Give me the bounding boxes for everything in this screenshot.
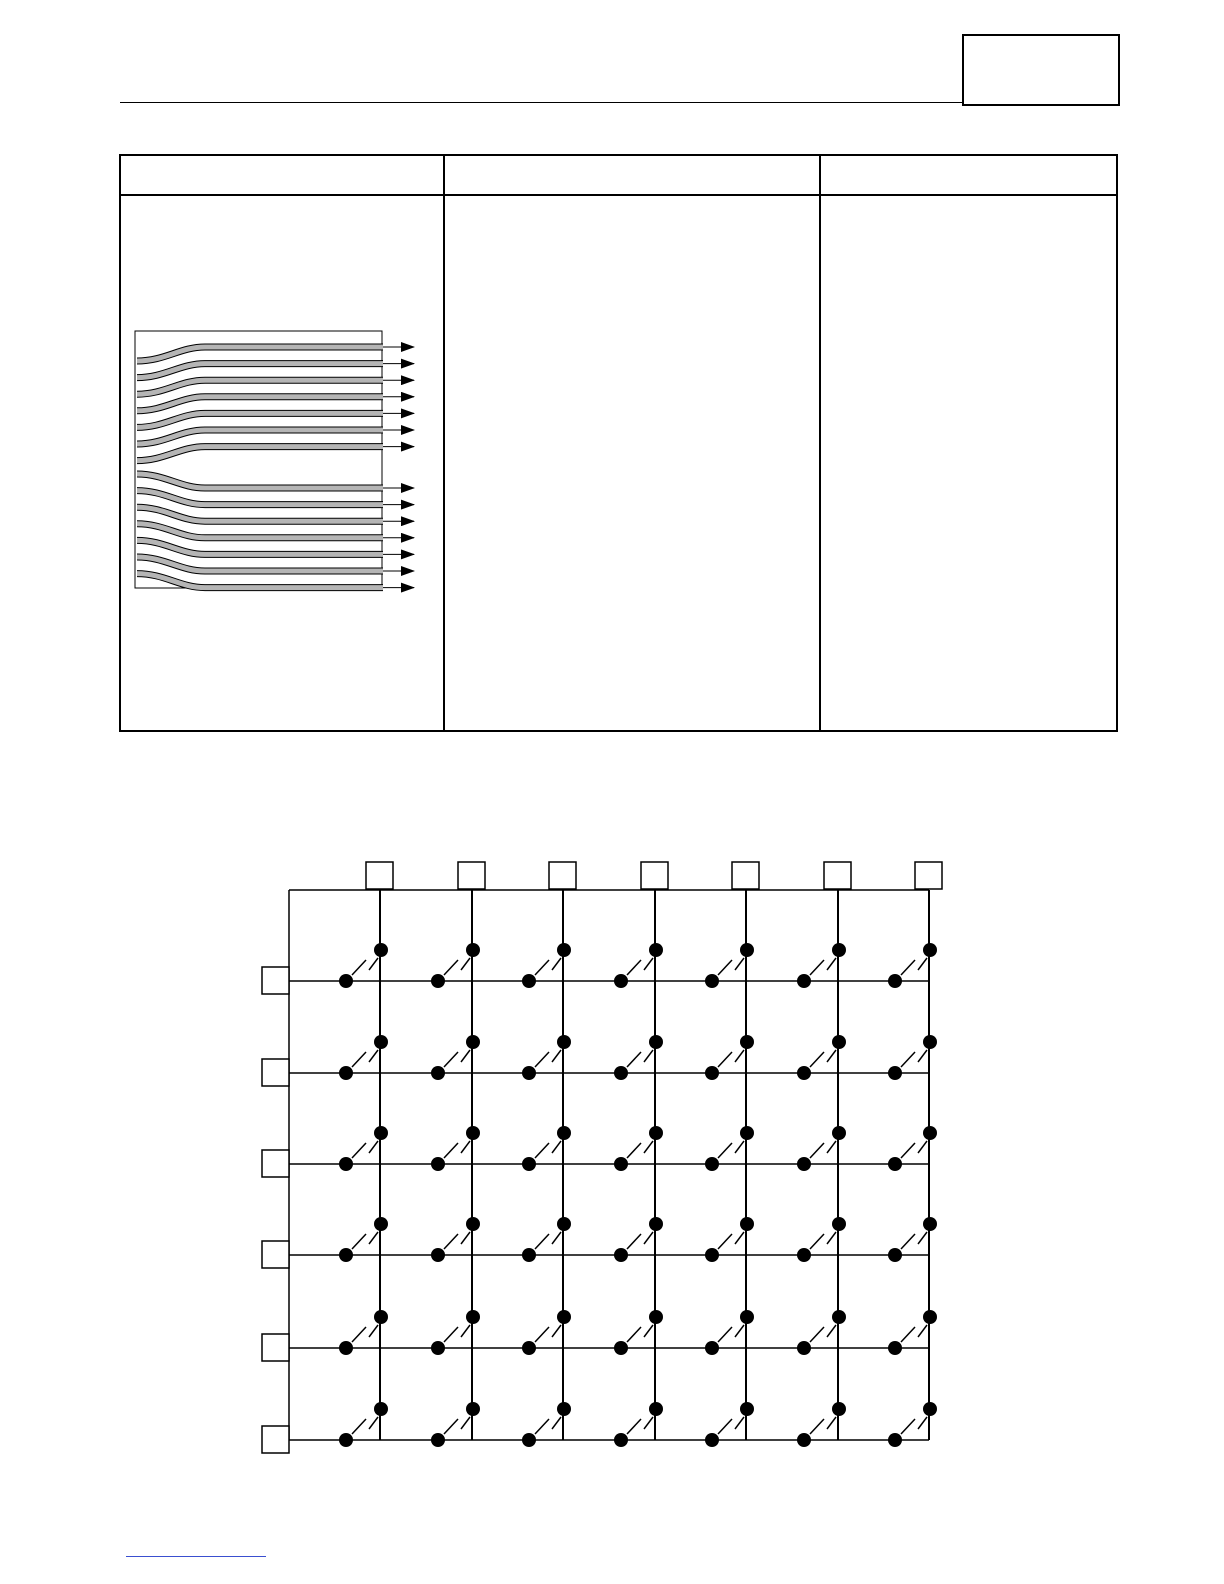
switch-contact: [431, 1248, 445, 1262]
switch-contact: [466, 1217, 480, 1231]
switch-contact: [649, 1126, 663, 1140]
switch-blade: [718, 1143, 732, 1158]
switch-blade: [461, 1050, 470, 1062]
column-terminal-box: [824, 862, 851, 889]
switch-blade: [627, 960, 641, 975]
switch-contact: [797, 1066, 811, 1080]
switch-contact: [557, 943, 571, 957]
switch-blade: [918, 1141, 927, 1153]
switch-blade: [918, 1232, 927, 1244]
switch-contact: [797, 1248, 811, 1262]
switch-blade: [810, 1234, 824, 1249]
switch-blade: [461, 958, 470, 970]
switch-blade: [644, 1417, 653, 1429]
switch-contact: [923, 1126, 937, 1140]
column-terminal-box: [641, 862, 668, 889]
flex-cable-figure: [135, 331, 414, 588]
switch-blade: [369, 1232, 378, 1244]
switch-blade: [369, 1417, 378, 1429]
switch-blade: [735, 1050, 744, 1062]
switch-blade: [444, 960, 458, 975]
switch-contact: [705, 1248, 719, 1262]
switch-blade: [644, 1325, 653, 1337]
column-terminal-box: [915, 862, 942, 889]
switch-contact: [557, 1310, 571, 1324]
switch-contact: [557, 1126, 571, 1140]
switch-contact: [923, 1217, 937, 1231]
switch-blade: [901, 1234, 915, 1249]
row-terminal-box: [262, 1334, 289, 1361]
switch-blade: [644, 1232, 653, 1244]
switch-contact: [740, 943, 754, 957]
switch-blade: [535, 1234, 549, 1249]
switch-contact: [888, 1433, 902, 1447]
switch-blade: [901, 1327, 915, 1342]
switch-blade: [918, 1050, 927, 1062]
switch-contact: [374, 943, 388, 957]
switch-contact: [832, 943, 846, 957]
switch-contact: [888, 1066, 902, 1080]
row-terminal-box: [262, 1426, 289, 1453]
switch-contact: [374, 1217, 388, 1231]
switch-contact: [339, 974, 353, 988]
switch-contact: [832, 1035, 846, 1049]
switch-contact: [466, 1035, 480, 1049]
switch-blade: [535, 1327, 549, 1342]
switch-blade: [352, 1052, 366, 1067]
switch-blade: [627, 1419, 641, 1434]
switch-contact: [431, 1433, 445, 1447]
switch-blade: [444, 1052, 458, 1067]
switch-blade: [827, 1050, 836, 1062]
switch-blade: [444, 1234, 458, 1249]
switch-blade: [810, 1327, 824, 1342]
switch-contact: [888, 1341, 902, 1355]
switch-blade: [827, 1232, 836, 1244]
switch-blade: [827, 1141, 836, 1153]
switch-blade: [901, 1419, 915, 1434]
switch-blade: [461, 1417, 470, 1429]
switch-contact: [888, 1248, 902, 1262]
switch-contact: [522, 1341, 536, 1355]
switch-contact: [705, 1341, 719, 1355]
switch-blade: [461, 1232, 470, 1244]
switch-contact: [374, 1126, 388, 1140]
switch-blade: [535, 960, 549, 975]
switch-contact: [522, 1157, 536, 1171]
switch-blade: [827, 1417, 836, 1429]
switch-contact: [705, 1157, 719, 1171]
switch-contact: [923, 1310, 937, 1324]
switch-blade: [552, 1141, 561, 1153]
switch-blade: [552, 1050, 561, 1062]
switch-contact: [649, 1402, 663, 1416]
switch-contact: [923, 1035, 937, 1049]
switch-blade: [810, 1419, 824, 1434]
switch-blade: [352, 960, 366, 975]
switch-contact: [797, 1157, 811, 1171]
switch-contact: [339, 1341, 353, 1355]
switch-blade: [352, 1419, 366, 1434]
switch-contact: [923, 943, 937, 957]
switch-contact: [614, 1433, 628, 1447]
switch-blade: [627, 1234, 641, 1249]
switch-blade: [535, 1143, 549, 1158]
switch-blade: [535, 1419, 549, 1434]
switch-contact: [649, 1035, 663, 1049]
switch-blade: [735, 1325, 744, 1337]
switch-contact: [923, 1402, 937, 1416]
switch-blade: [718, 1419, 732, 1434]
column-terminal-box: [549, 862, 576, 889]
footer-link[interactable]: [126, 1556, 266, 1557]
switch-blade: [369, 958, 378, 970]
switch-blade: [718, 1327, 732, 1342]
switch-blade: [552, 958, 561, 970]
switch-blade: [901, 1052, 915, 1067]
switch-contact: [339, 1066, 353, 1080]
switch-contact: [374, 1310, 388, 1324]
switch-blade: [535, 1052, 549, 1067]
switch-blade: [735, 1232, 744, 1244]
switch-contact: [557, 1402, 571, 1416]
switch-blade: [444, 1327, 458, 1342]
column-terminal-box: [732, 862, 759, 889]
row-terminal-box: [262, 1241, 289, 1268]
switch-contact: [740, 1035, 754, 1049]
switch-contact: [466, 943, 480, 957]
column-terminal-box: [366, 862, 393, 889]
switch-contact: [797, 1433, 811, 1447]
switch-contact: [614, 1248, 628, 1262]
switch-contact: [740, 1217, 754, 1231]
switch-contact: [522, 1066, 536, 1080]
switch-blade: [552, 1325, 561, 1337]
switch-contact: [614, 1066, 628, 1080]
switch-blade: [369, 1050, 378, 1062]
switch-blade: [810, 1143, 824, 1158]
switch-contact: [522, 974, 536, 988]
switch-contact: [797, 1341, 811, 1355]
switch-blade: [810, 1052, 824, 1067]
switch-contact: [740, 1126, 754, 1140]
switch-contact: [740, 1310, 754, 1324]
switch-blade: [918, 1325, 927, 1337]
switch-contact: [832, 1217, 846, 1231]
switch-blade: [352, 1234, 366, 1249]
switch-contact: [705, 1066, 719, 1080]
switch-contact: [705, 974, 719, 988]
switch-blade: [827, 1325, 836, 1337]
row-terminal-box: [262, 967, 289, 994]
switch-blade: [627, 1327, 641, 1342]
switch-blade: [461, 1325, 470, 1337]
switch-blade: [827, 958, 836, 970]
switch-contact: [522, 1248, 536, 1262]
switch-contact: [649, 943, 663, 957]
switch-contact: [374, 1402, 388, 1416]
switch-contact: [832, 1310, 846, 1324]
switch-contact: [431, 1066, 445, 1080]
switch-contact: [888, 974, 902, 988]
switch-blade: [369, 1325, 378, 1337]
switch-blade: [644, 1141, 653, 1153]
switch-contact: [431, 1341, 445, 1355]
switch-contact: [557, 1035, 571, 1049]
switch-blade: [352, 1143, 366, 1158]
column-terminal-box: [458, 862, 485, 889]
switch-blade: [644, 1050, 653, 1062]
switch-blade: [552, 1417, 561, 1429]
switch-blade: [627, 1143, 641, 1158]
switch-contact: [374, 1035, 388, 1049]
switch-blade: [918, 958, 927, 970]
switch-blade: [718, 960, 732, 975]
switch-contact: [466, 1126, 480, 1140]
switch-contact: [797, 974, 811, 988]
switch-contact: [466, 1310, 480, 1324]
switch-blade: [735, 1417, 744, 1429]
switch-matrix-diagram: [262, 862, 942, 1453]
switch-blade: [810, 960, 824, 975]
switch-contact: [832, 1126, 846, 1140]
switch-blade: [918, 1417, 927, 1429]
switch-contact: [649, 1310, 663, 1324]
switch-blade: [901, 960, 915, 975]
switch-blade: [644, 958, 653, 970]
switch-blade: [552, 1232, 561, 1244]
switch-contact: [705, 1433, 719, 1447]
switch-contact: [888, 1157, 902, 1171]
switch-blade: [735, 1141, 744, 1153]
switch-blade: [718, 1052, 732, 1067]
switch-blade: [627, 1052, 641, 1067]
switch-blade: [718, 1234, 732, 1249]
switch-blade: [444, 1419, 458, 1434]
switch-contact: [431, 974, 445, 988]
switch-contact: [339, 1248, 353, 1262]
switch-contact: [522, 1433, 536, 1447]
switch-blade: [444, 1143, 458, 1158]
switch-blade: [461, 1141, 470, 1153]
switch-contact: [614, 974, 628, 988]
switch-contact: [339, 1433, 353, 1447]
switch-contact: [339, 1157, 353, 1171]
switch-contact: [466, 1402, 480, 1416]
switch-contact: [740, 1402, 754, 1416]
switch-contact: [431, 1157, 445, 1171]
switch-contact: [614, 1157, 628, 1171]
switch-contact: [832, 1402, 846, 1416]
switch-blade: [352, 1327, 366, 1342]
switch-blade: [369, 1141, 378, 1153]
switch-contact: [614, 1341, 628, 1355]
row-terminal-box: [262, 1059, 289, 1086]
switch-blade: [901, 1143, 915, 1158]
row-terminal-box: [262, 1150, 289, 1177]
switch-contact: [557, 1217, 571, 1231]
switch-blade: [735, 958, 744, 970]
switch-contact: [649, 1217, 663, 1231]
